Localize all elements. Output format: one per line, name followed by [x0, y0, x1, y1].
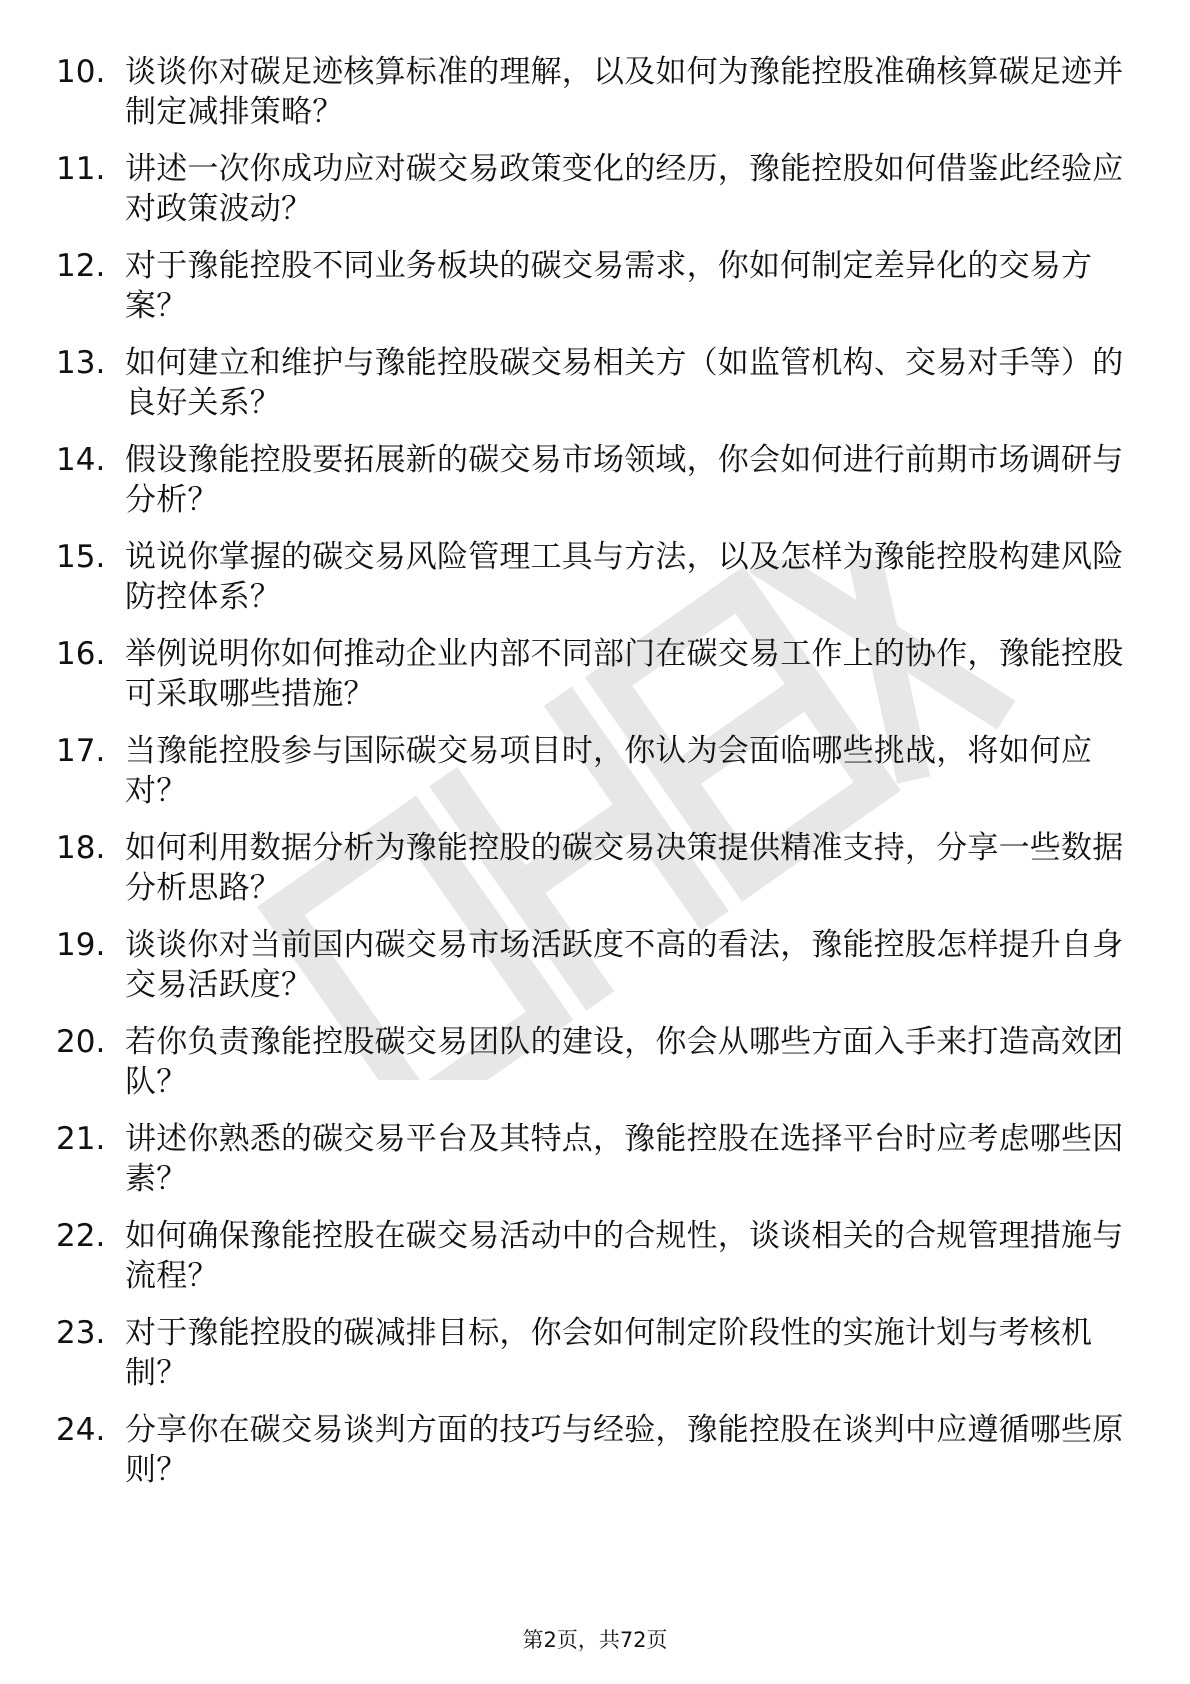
question-list	[56, 52, 1126, 1507]
question-item	[56, 1119, 1126, 1216]
question-item	[56, 925, 1126, 1022]
question-item	[56, 52, 1126, 149]
question-text: 如何利用数据分析为豫能控股的碳交易决策提供精准支持，分享一些数据分析思路？	[125, 830, 1124, 906]
question-number: 10.	[56, 54, 106, 90]
question-number: 17.	[56, 733, 106, 769]
question-number: 13.	[56, 345, 106, 381]
question-text: 举例说明你如何推动企业内部不同部门在碳交易工作上的协作，豫能控股可采取哪些措施？	[125, 636, 1124, 712]
question-item	[56, 537, 1126, 634]
question-text: 对于豫能控股不同业务板块的碳交易需求，你如何制定差异化的交易方案？	[125, 248, 1093, 324]
question-number: 24.	[56, 1412, 106, 1448]
question-number: 23.	[56, 1315, 106, 1351]
question-item	[56, 149, 1126, 246]
question-number: 19.	[56, 927, 106, 963]
question-item	[56, 1022, 1126, 1119]
question-text: 说说你掌握的碳交易风险管理工具与方法，以及怎样为豫能控股构建风险防控体系？	[125, 539, 1124, 615]
question-item	[56, 731, 1126, 828]
question-number: 11.	[56, 151, 106, 187]
question-text: 谈谈你对当前国内碳交易市场活跃度不高的看法，豫能控股怎样提升自身交易活跃度？	[125, 927, 1124, 1003]
question-number: 21.	[56, 1121, 106, 1157]
question-text: 如何建立和维护与豫能控股碳交易相关方（如监管机构、交易对手等）的良好关系？	[125, 345, 1124, 421]
question-number: 16.	[56, 636, 106, 672]
question-text: 若你负责豫能控股碳交易团队的建设，你会从哪些方面入手来打造高效团队？	[125, 1024, 1124, 1100]
question-text: 如何确保豫能控股在碳交易活动中的合规性，谈谈相关的合规管理措施与流程？	[125, 1218, 1124, 1294]
question-item	[56, 1216, 1126, 1313]
question-text: 对于豫能控股的碳减排目标，你会如何制定阶段性的实施计划与考核机制？	[125, 1315, 1093, 1391]
question-text: 分享你在碳交易谈判方面的技巧与经验，豫能控股在谈判中应遵循哪些原则？	[125, 1412, 1124, 1488]
question-text: 当豫能控股参与国际碳交易项目时，你认为会面临哪些挑战，将如何应对？	[125, 733, 1093, 809]
question-item	[56, 246, 1126, 343]
question-text: 谈谈你对碳足迹核算标准的理解，以及如何为豫能控股准确核算碳足迹并制定减排策略？	[125, 54, 1124, 130]
question-text: 假设豫能控股要拓展新的碳交易市场领域，你会如何进行前期市场调研与分析？	[125, 442, 1124, 518]
question-item	[56, 1313, 1126, 1410]
question-number: 22.	[56, 1218, 106, 1254]
question-number: 20.	[56, 1024, 106, 1060]
page-footer: 第2页，共72页	[522, 1628, 668, 1652]
question-item	[56, 1410, 1126, 1507]
question-number: 14.	[56, 442, 106, 478]
question-text: 讲述你熟悉的碳交易平台及其特点，豫能控股在选择平台时应考虑哪些因素？	[125, 1121, 1124, 1197]
question-text: 讲述一次你成功应对碳交易政策变化的经历，豫能控股如何借鉴此经验应对政策波动？	[125, 151, 1124, 227]
question-number: 15.	[56, 539, 106, 575]
question-item	[56, 634, 1126, 731]
question-item	[56, 343, 1126, 440]
question-number: 18.	[56, 830, 106, 866]
question-item	[56, 828, 1126, 925]
question-number: 12.	[56, 248, 106, 284]
question-item	[56, 440, 1126, 537]
